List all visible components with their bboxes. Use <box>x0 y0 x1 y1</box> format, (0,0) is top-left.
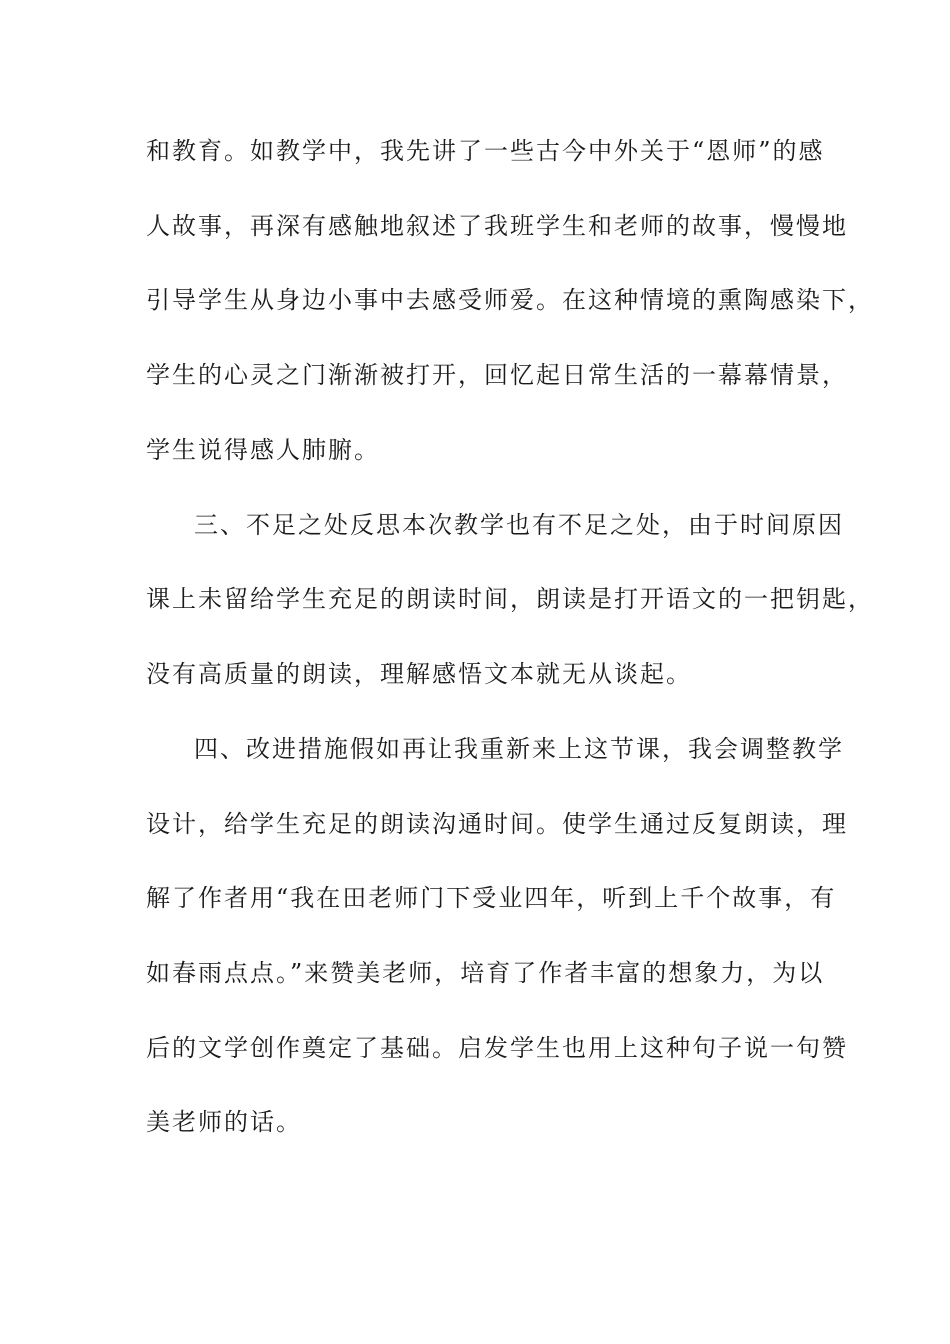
text-line: 没有高质量的朗读，理解感悟文本就无从谈起。 <box>146 660 692 688</box>
text-line: 设计，给学生充足的朗读沟通时间。使学生通过反复朗读，理 <box>146 810 848 838</box>
section-four-heading-line: 四、改进措施假如再让我重新来上这节课，我会调整教学 <box>194 735 844 763</box>
text-line: 如春雨点点。”来赞美老师，培育了作者丰富的想象力，为以 <box>146 959 825 987</box>
text-line: 引导学生从身边小事中去感受师爱。在这种情境的熏陶感染下， <box>146 286 874 314</box>
text-line: 人故事，再深有感触地叙述了我班学生和老师的故事，慢慢地 <box>146 212 848 240</box>
text-line: 后的文学创作奠定了基础。启发学生也用上这种句子说一句赞 <box>146 1034 848 1062</box>
text-line: 和教育。如教学中，我先讲了一些古今中外关于“恩师”的感 <box>146 137 825 165</box>
section-three-heading-line: 三、不足之处反思本次教学也有不足之处，由于时间原因 <box>194 511 844 539</box>
text-line: 解了作者用“我在田老师门下受业四年，听到上千个故事，有 <box>146 884 837 912</box>
text-line: 美老师的话。 <box>146 1108 302 1136</box>
text-line: 课上未留给学生充足的朗读时间，朗读是打开语文的一把钥匙， <box>146 585 874 613</box>
text-line: 学生的心灵之门渐渐被打开，回忆起日常生活的一幕幕情景， <box>146 361 848 389</box>
text-line: 学生说得感人肺腑。 <box>146 436 380 464</box>
